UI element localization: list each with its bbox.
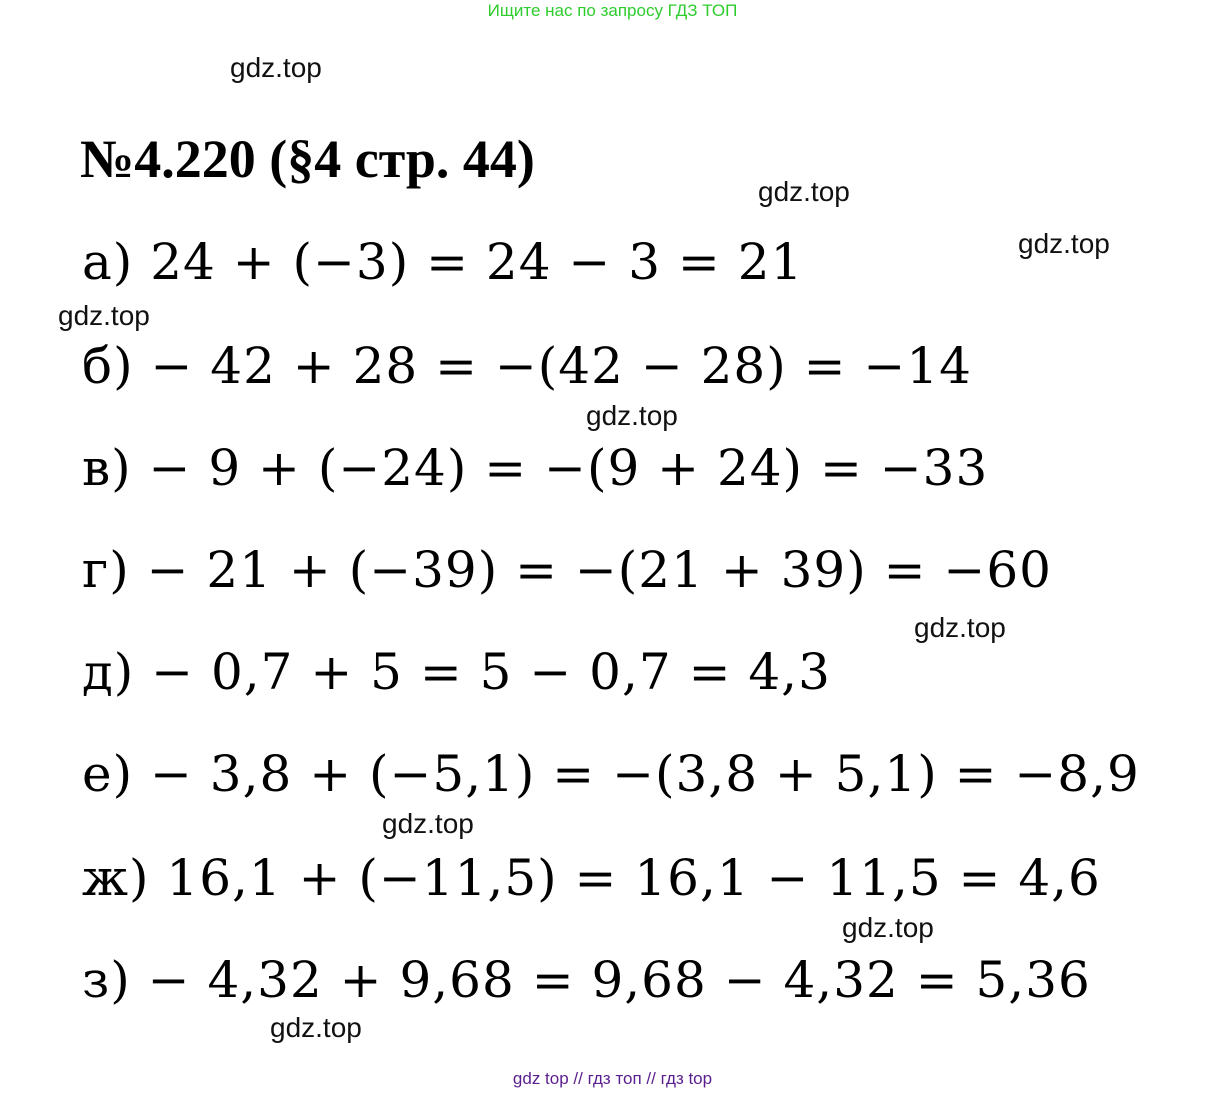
search-hint-banner: Ищите нас по запросу ГДЗ ТОП xyxy=(487,1,738,20)
watermark: gdz.top xyxy=(842,912,934,943)
watermark: gdz.top xyxy=(270,1012,362,1043)
equation-e: е) − 3,8 + (−5,1) = −(3,8 + 5,1) = −8,9 xyxy=(82,745,1140,803)
watermark: gdz.top xyxy=(1018,228,1110,259)
watermark: gdz.top xyxy=(758,176,850,207)
equation-d: д) − 0,7 + 5 = 5 − 0,7 = 4,3 xyxy=(82,643,831,701)
equation-b: б) − 42 + 28 = −(42 − 28) = −14 xyxy=(82,337,972,395)
equation-v: в) − 9 + (−24) = −(9 + 24) = −33 xyxy=(82,439,989,497)
equation-z: з) − 4,32 + 9,68 = 9,68 − 4,32 = 5,36 xyxy=(82,951,1091,1009)
watermark: gdz.top xyxy=(230,52,322,83)
watermark: gdz.top xyxy=(382,808,474,839)
footer-links: gdz top // гдз топ // гдз top xyxy=(512,1069,713,1088)
watermark: gdz.top xyxy=(58,300,150,331)
equation-zh: ж) 16,1 + (−11,5) = 16,1 − 11,5 = 4,6 xyxy=(82,849,1101,907)
equation-a: а) 24 + (−3) = 24 − 3 = 21 xyxy=(82,233,804,291)
watermark: gdz.top xyxy=(914,612,1006,643)
equation-g: г) − 21 + (−39) = −(21 + 39) = −60 xyxy=(82,541,1052,599)
watermark: gdz.top xyxy=(586,400,678,431)
problem-title: №4.220 (§4 стр. 44) xyxy=(80,129,535,189)
